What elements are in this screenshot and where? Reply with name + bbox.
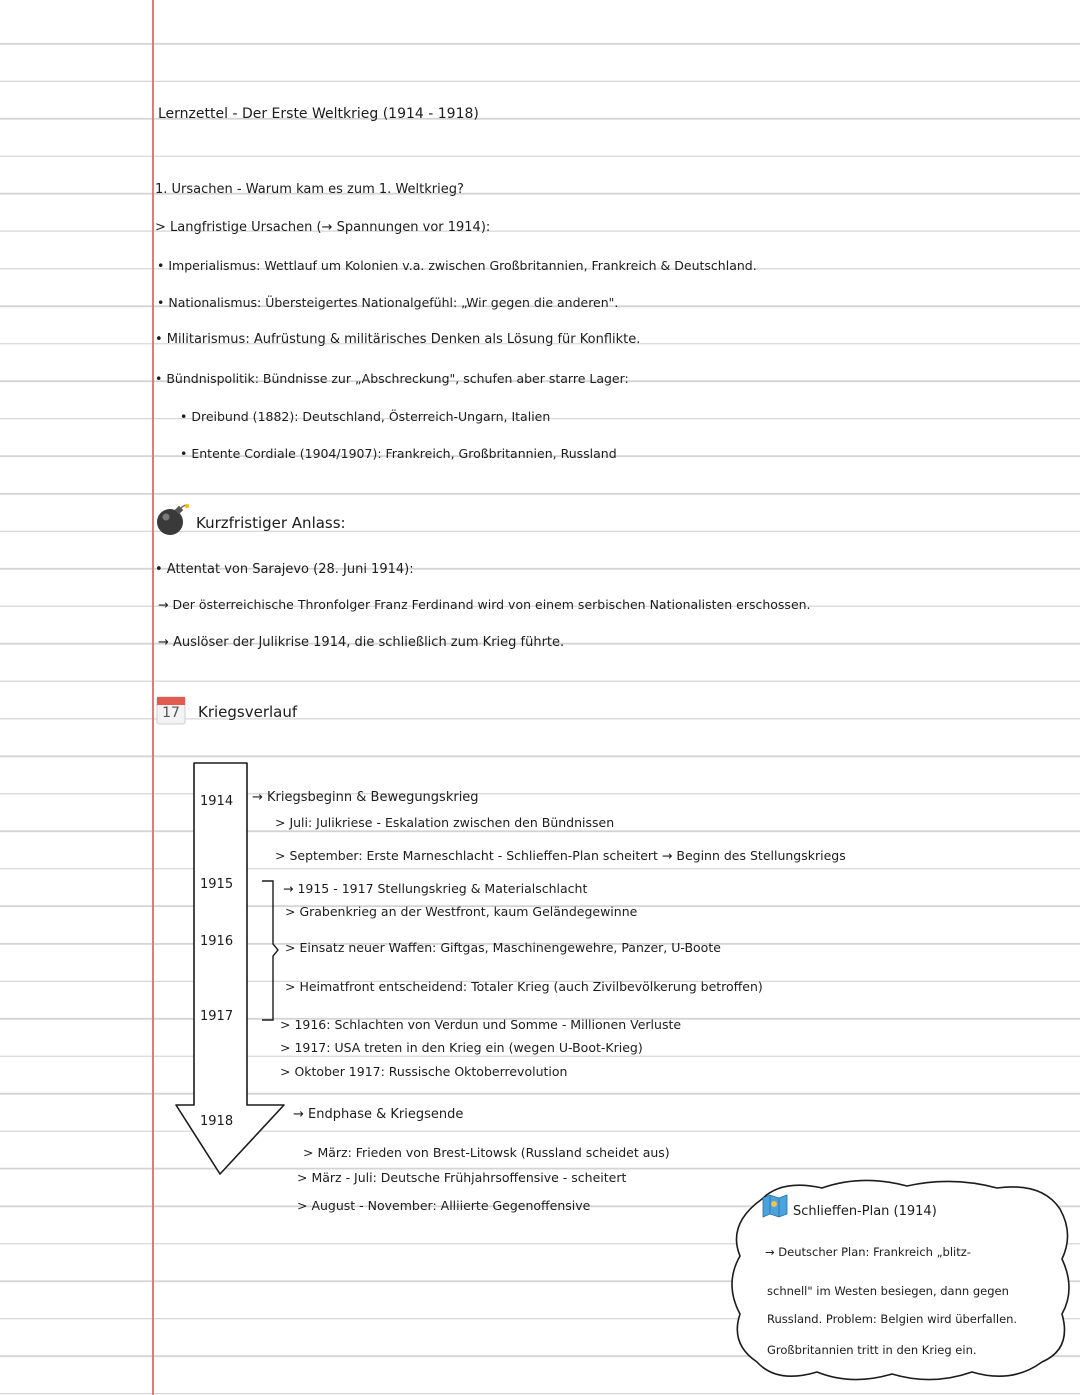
y1915-trench: > Grabenkrieg an der Westfront, kaum Geländegewinne: [285, 904, 638, 919]
page-title: Lernzettel - Der Erste Weltkrieg (1914 - 1918): [158, 106, 479, 122]
year-1914: 1914: [200, 794, 234, 809]
y1918-spring: > März - Juli: Deutsche Frühjahrsoffensive - scheitert: [297, 1170, 627, 1185]
assassination-point2: → Auslöser der Julikrise 1914, die schließlich zum Krieg führte.: [158, 635, 565, 650]
cloud-line1: → Deutscher Plan: Frankreich „blitz-: [765, 1245, 971, 1259]
y1914-september: > September: Erste Marneschlacht - Schlieffen-Plan scheitert → Beginn des Stellungskriegs: [275, 848, 846, 863]
section2-heading: Kurzfristiger Anlass:: [196, 514, 346, 532]
cloud-title: Schlieffen-Plan (1914): [793, 1204, 937, 1219]
y1915-weapons: > Einsatz neuer Waffen: Giftgas, Maschinengewehre, Panzer, U-Boote: [285, 940, 721, 955]
map-icon: [762, 1194, 788, 1218]
cloud-line3: Russland. Problem: Belgien wird überfallen.: [767, 1312, 1018, 1326]
year-1917: 1917: [200, 1009, 234, 1024]
cloud-line4: Großbritannien tritt in den Krieg ein.: [767, 1343, 977, 1357]
year-1915: 1915: [200, 877, 234, 892]
y1918-march: > März: Frieden von Brest-Litowsk (Russland scheidet aus): [303, 1145, 670, 1160]
y1914-title: → Kriegsbeginn & Bewegungskrieg: [252, 790, 479, 805]
margin-line: [152, 0, 154, 1395]
year-1918: 1918: [200, 1114, 234, 1129]
year-1916: 1916: [200, 934, 234, 949]
bomb-icon: [154, 502, 190, 538]
assassination: • Attentat von Sarajevo (28. Juni 1914):: [155, 562, 414, 577]
long-term-causes: > Langfristige Ursachen (→ Spannungen vor 1914):: [155, 220, 491, 235]
assassination-point1: → Der österreichische Thronfolger Franz Ferdinand wird von einem serbischen Nationalisten erschossen.: [158, 597, 811, 612]
y1915-homefront: > Heimatfront entscheidend: Totaler Krieg (auch Zivilbevölkerung betroffen): [285, 979, 763, 994]
militarism: • Militarismus: Aufrüstung & militärisches Denken als Lösung für Konflikte.: [155, 332, 641, 347]
section1-heading: 1. Ursachen - Warum kam es zum 1. Weltkrieg?: [155, 182, 464, 197]
y1916-verdun: > 1916: Schlachten von Verdun und Somme - Millionen Verluste: [280, 1017, 682, 1032]
alliances: • Bündnispolitik: Bündnisse zur „Abschreckung", schufen aber starre Lager:: [155, 371, 629, 386]
dreibund: • Dreibund (1882): Deutschland, Österreich-Ungarn, Italien: [180, 409, 551, 424]
section3-heading: Kriegsverlauf: [198, 703, 298, 721]
cloud-line2: schnell" im Westen besiegen, dann gegen: [767, 1284, 1009, 1298]
entente: • Entente Cordiale (1904/1907): Frankreich, Großbritannien, Russland: [180, 446, 617, 461]
y1917-usa: > 1917: USA treten in den Krieg ein (wegen U-Boot-Krieg): [280, 1040, 643, 1055]
bracket-1915-1917: [258, 878, 282, 1024]
y1914-july: > Juli: Julikriese - Eskalation zwischen den Bündnissen: [275, 815, 615, 830]
imperialism: • Imperialismus: Wettlauf um Kolonien v.a. zwischen Großbritannien, Frankreich & Deutschland.: [157, 258, 757, 273]
calendar-icon: [156, 695, 186, 725]
nationalism: • Nationalismus: Übersteigertes Nationalgefühl: „Wir gegen die anderen".: [157, 295, 619, 310]
calendar-number: 17: [162, 705, 180, 721]
y1918-august: > August - November: Alliierte Gegenoffensive: [297, 1198, 591, 1213]
y1917-october: > Oktober 1917: Russische Oktoberrevolution: [280, 1064, 568, 1079]
y1915-title: → 1915 - 1917 Stellungskrieg & Materialschlacht: [283, 881, 588, 896]
y1918-title: → Endphase & Kriegsende: [293, 1107, 464, 1122]
